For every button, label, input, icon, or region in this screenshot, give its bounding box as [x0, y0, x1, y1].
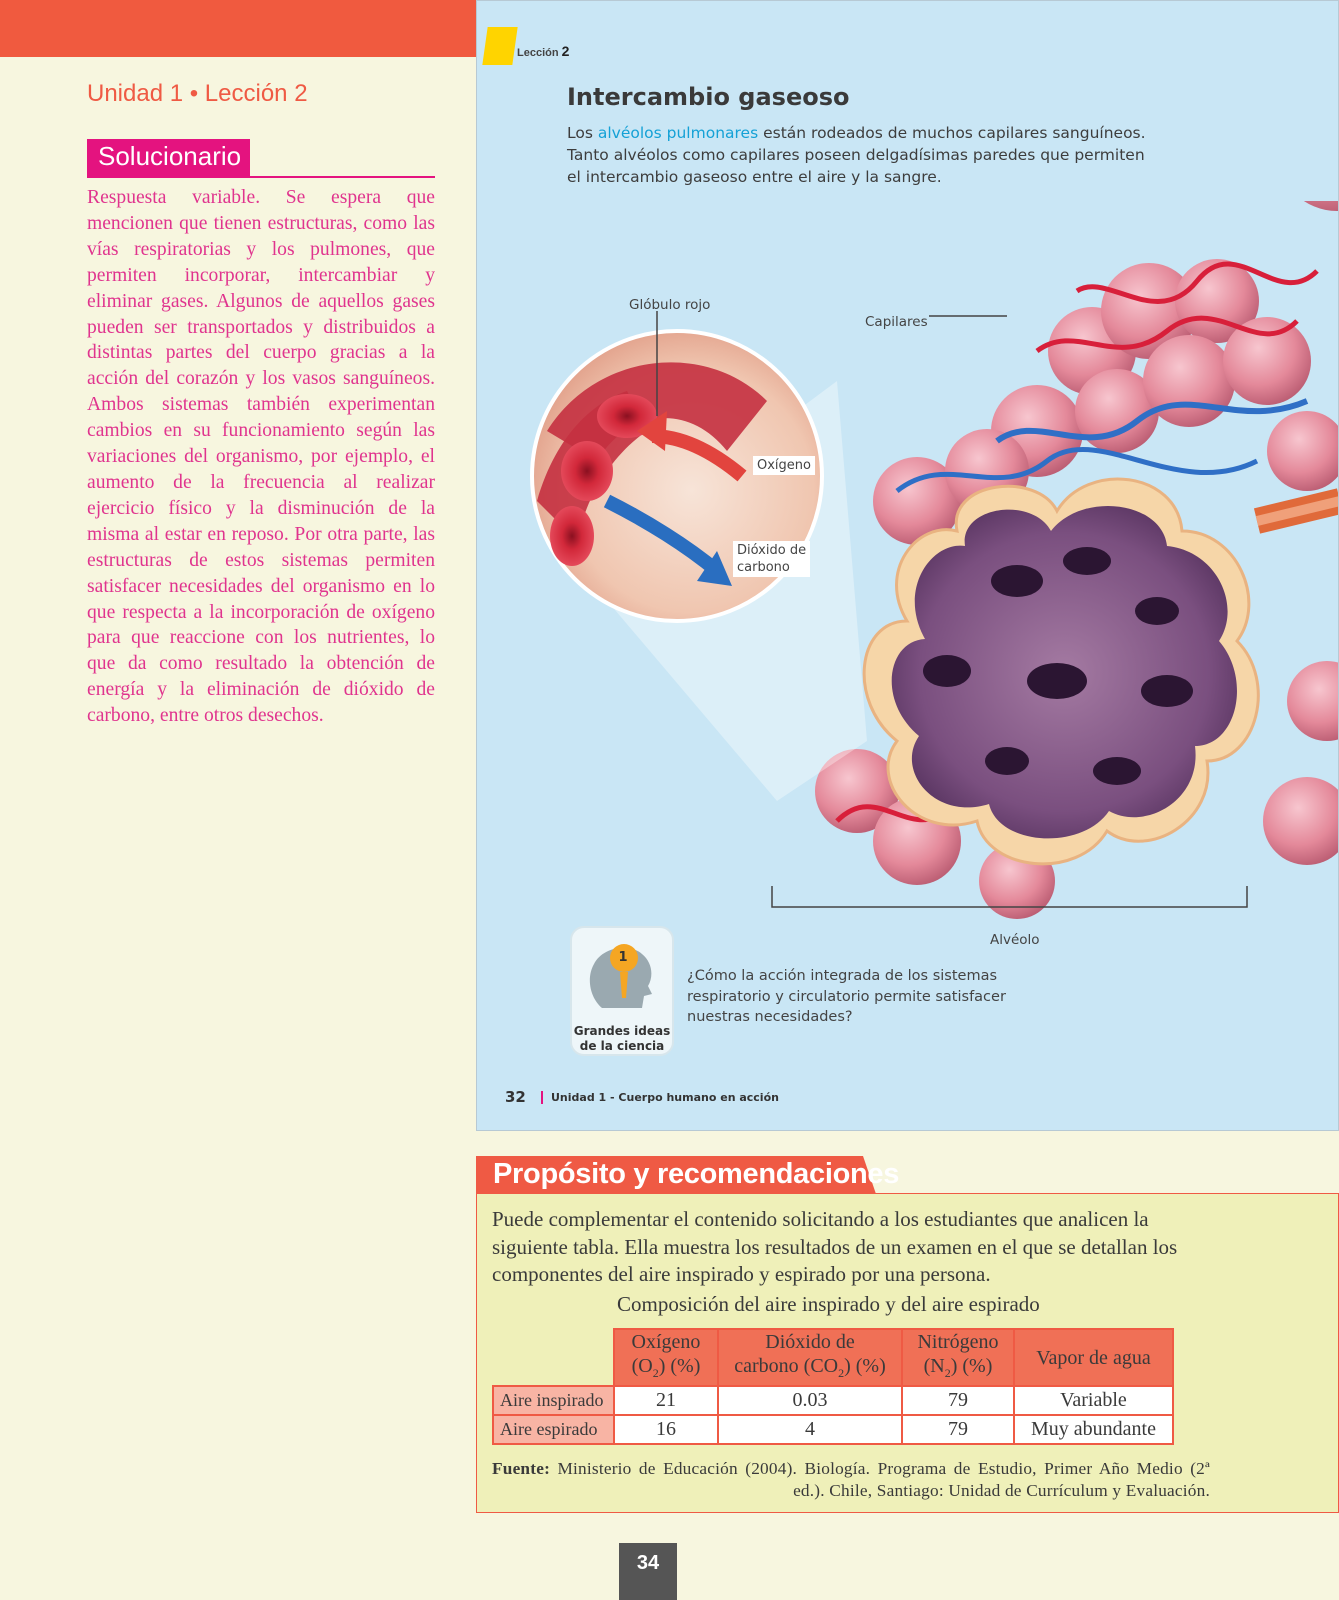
solucionario-label: Solucionario — [87, 139, 250, 176]
header-nitrogeno-sub: 2 — [944, 1366, 951, 1380]
lesson-label — [517, 43, 569, 59]
row-label: Aire espirado — [493, 1415, 614, 1444]
label-dioxido-carbono — [733, 541, 810, 577]
source-label: Fuente: — [492, 1459, 551, 1478]
book-page-unit: Unidad 1 - Cuerpo humano en acción — [551, 1091, 779, 1104]
table-corner — [493, 1329, 614, 1386]
solucionario-rule — [87, 176, 435, 178]
intro-pre: Los — [567, 124, 598, 142]
label-globulo-rojo: Glóbulo rojo — [629, 297, 711, 313]
table-header-row — [493, 1329, 1173, 1386]
big-ideas-number: 1 — [618, 950, 628, 965]
header-oxigeno-l2b: ) (%) — [658, 1355, 701, 1377]
label-alveolo: Alvéolo — [990, 932, 1040, 948]
table-cell: 0.03 — [718, 1386, 902, 1415]
table-cell: 21 — [614, 1386, 718, 1415]
footer-page-number: 34 — [619, 1543, 677, 1600]
table-caption: Composición del aire inspirado y del aire espirado — [617, 1292, 1040, 1316]
lesson-number: 2 — [561, 43, 570, 59]
table-row — [493, 1415, 1173, 1444]
header-dioxido-l2 — [725, 1354, 895, 1385]
source-text: Ministerio de Educación (2004). Biología. Programa de Estudio, Primer Año Medio (2ª ed.). Chile, Santiago: Unidad de Currículum y Evaluación. — [557, 1459, 1210, 1500]
header-nitrogeno — [902, 1329, 1014, 1386]
purpose-text: Puede complementar el contenido solicitando a los estudiantes que analicen la siguiente tabla. Ella muestra los resultados de un examen en el que se detallan los componentes del aire inspirado y espirado por una persona. — [492, 1207, 1178, 1286]
table-cell: 79 — [902, 1415, 1014, 1444]
label-capilares: Capilares — [865, 314, 928, 330]
big-ideas-l1: Grandes ideas — [573, 1024, 671, 1038]
header-oxigeno-l2a: (O — [631, 1355, 653, 1377]
page-title: Intercambio gaseoso — [567, 83, 850, 111]
solucionario-text: Respuesta variable. Se espera que mencionen que tienen estructuras, como las vías respiratorias y los pulmones, que permiten incorporar, intercambiar y eliminar gases. Algunos de aquellos gases pueden ser transportados y distribuidos a distintas partes del cuerpo gracias a la acción del corazón y los vasos sanguíneos. Ambos sistemas también experimentan cambios en su funcionamiento según las variaciones del organismo, por ejemplo, el aumento de la frecuencia al realizar ejercicio físico y la disminución de la misma al estar en reposo. Por otra parte, las estructuras de estos sistemas permiten satisfacer necesidades del organismo en lo que respecta a la incorporación de oxígeno para que reaccione con los nutrientes, lo que da como resultado la obtención de energía y la eliminación de dióxido de carbono, entre otros desechos. — [87, 187, 435, 727]
table-cell: Muy abundante — [1014, 1415, 1173, 1444]
big-ideas-label — [572, 1024, 672, 1054]
table-cell: 79 — [902, 1386, 1014, 1415]
label-dioxido-l2: carbono — [737, 560, 790, 575]
table-row — [493, 1386, 1173, 1415]
header-nitrogeno-l2a: (N — [923, 1355, 945, 1377]
header-dioxido-l1: Dióxido de — [765, 1331, 855, 1353]
lesson-flag — [482, 27, 517, 65]
alveolus-cross-section — [864, 479, 1258, 864]
big-idea-question: ¿Cómo la acción integrada de los sistemas respiratorio y circulatorio permite satisfacer nuestras necesidades? — [687, 968, 1006, 1025]
head-icon — [572, 928, 672, 1024]
big-ideas-badge — [570, 926, 674, 1056]
purpose-heading: Propósito y recomendaciones — [493, 1158, 900, 1190]
label-oxigeno: Oxígeno — [753, 456, 815, 475]
intro-highlight: alvéolos pulmonares — [597, 124, 759, 142]
header-nitrogeno-l1: Nitrógeno — [917, 1331, 999, 1353]
lesson-word: Lección — [517, 47, 559, 59]
header-dioxido-sub: 2 — [838, 1366, 845, 1380]
zoom-circle — [532, 331, 822, 621]
textbook-page — [476, 0, 1339, 1131]
header-oxigeno-l1: Oxígeno — [631, 1331, 701, 1353]
table-cell: 4 — [718, 1415, 902, 1444]
header-oxigeno-sub: 2 — [652, 1366, 659, 1380]
header-dioxido-l2b: ) (%) — [844, 1355, 886, 1377]
big-ideas-l2: de la ciencia — [579, 1039, 665, 1053]
header-vapor — [1014, 1329, 1173, 1386]
air-composition-table — [492, 1328, 1174, 1445]
label-dioxido-l1: Dióxido de — [737, 543, 807, 558]
header-oxigeno-l2 — [621, 1354, 711, 1385]
header-vapor-l1: Vapor de agua — [1036, 1346, 1151, 1369]
intro-paragraph — [567, 122, 1147, 188]
header-dioxido — [718, 1329, 902, 1386]
intro-post: están rodeados de muchos capilares sanguíneos. Tanto alvéolos como capilares poseen delgadísimas paredes que permiten el intercambio gaseoso entre el aire y la sangre. — [567, 124, 1146, 186]
header-oxigeno — [614, 1329, 718, 1386]
book-page-number: 32 — [505, 1088, 526, 1106]
header-nitrogeno-l2b: ) (%) — [950, 1355, 993, 1377]
table-source — [492, 1458, 1210, 1502]
table-cell: Variable — [1014, 1386, 1173, 1415]
top-color-bar — [0, 0, 476, 57]
header-dioxido-l2a: carbono (CO — [734, 1355, 839, 1377]
header-nitrogeno-l2 — [909, 1354, 1007, 1385]
page-number-separator — [541, 1091, 543, 1104]
row-label: Aire inspirado — [493, 1386, 614, 1415]
table-cell: 16 — [614, 1415, 718, 1444]
unit-lesson-heading: Unidad 1 • Lección 2 — [87, 80, 308, 107]
alveolus-illustration — [477, 201, 1339, 921]
